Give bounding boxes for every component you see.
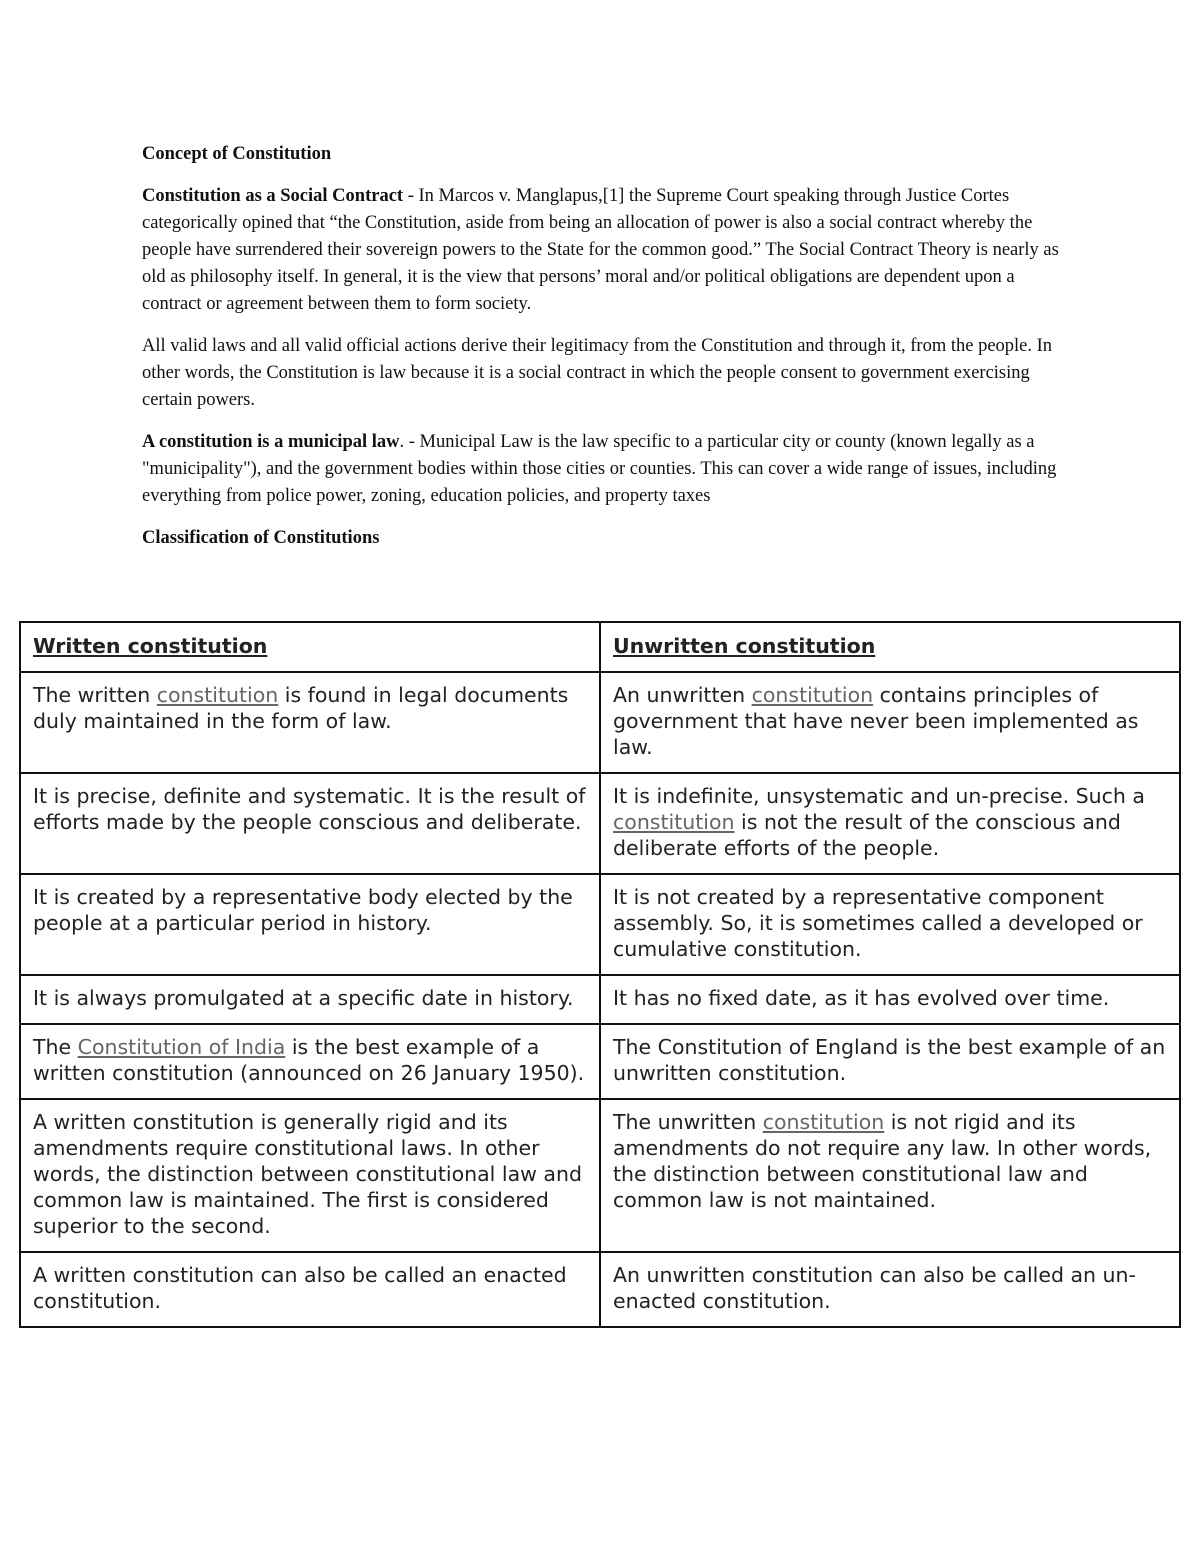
cell-text: is not rigid and its amendments do not require any law. In other words, the distinction between constitutional law and common law is not maintained. xyxy=(613,1110,1152,1212)
unwritten-cell xyxy=(600,975,1180,1024)
section-title: Concept of Constitution xyxy=(142,144,332,164)
cell-text: An unwritten constitution can also be called an un-enacted constitution. xyxy=(613,1263,1136,1313)
link[interactable]: constitution xyxy=(751,683,874,707)
cell-text: is not the result of the conscious and deliberate efforts of the people. xyxy=(613,810,1121,860)
unwritten-cell xyxy=(600,1099,1180,1252)
paragraph-heading: A constitution is a municipal law xyxy=(142,432,400,452)
link[interactable]: Constitution of India xyxy=(77,1035,286,1059)
paragraph-municipal-law xyxy=(142,429,1067,510)
cell-text: It is created by a representative body elected by the people at a particular period in history. xyxy=(33,885,573,935)
written-cell xyxy=(20,1024,600,1099)
written-cell xyxy=(20,874,600,975)
unwritten-cell xyxy=(600,773,1180,874)
header-unwritten: Unwritten constitution xyxy=(600,622,1180,672)
link[interactable]: constitution xyxy=(762,1110,885,1134)
cell-text: The xyxy=(33,1035,78,1059)
written-cell xyxy=(20,1252,600,1327)
table-row xyxy=(20,672,1180,773)
table-row xyxy=(20,1024,1180,1099)
table-row xyxy=(20,1099,1180,1252)
written-cell xyxy=(20,672,600,773)
unwritten-cell xyxy=(600,874,1180,975)
paragraph-text: . - Municipal Law is the law specific to a particular city or county (known legally as a "municipality"), and the government bodies within those cities or counties. This can cover a wide range of issues, including everything from police power, zoning, education policies, and property taxes xyxy=(142,432,1057,506)
table-row xyxy=(20,975,1180,1024)
cell-text: It is not created by a representative component assembly. So, it is sometimes called a developed or cumulative constitution. xyxy=(613,885,1143,961)
document-body xyxy=(142,141,1067,567)
header-written: Written constitution xyxy=(20,622,600,672)
cell-text: The unwritten xyxy=(613,1110,763,1134)
written-cell xyxy=(20,1099,600,1252)
paragraph-heading: Constitution as a Social Contract xyxy=(142,186,404,206)
cell-text: A written constitution is generally rigid and its amendments require constitutional laws. In other words, the distinction between constitutional law and common law is maintained. The first is considered superior to the second. xyxy=(33,1110,582,1238)
paragraph-legitimacy: All valid laws and all valid official actions derive their legitimacy from the Constitution and through it, from the people. In other words, the Constitution is law because it is a social contract in which the people consent to government exercising certain powers. xyxy=(142,336,1053,410)
cell-text: It is precise, definite and systematic. It is the result of efforts made by the people conscious and deliberate. xyxy=(33,784,586,834)
cell-text: is the best example of a written constitution (announced on 26 January 1950). xyxy=(33,1035,585,1085)
table-row xyxy=(20,773,1180,874)
cell-text: An unwritten xyxy=(613,683,752,707)
table-row xyxy=(20,1252,1180,1327)
link[interactable]: constitution xyxy=(613,810,735,834)
written-cell xyxy=(20,773,600,874)
cell-text: The Constitution of England is the best example of an unwritten constitution. xyxy=(613,1035,1166,1085)
cell-text: A written constitution can also be called an enacted constitution. xyxy=(33,1263,567,1313)
link[interactable]: constitution xyxy=(156,683,279,707)
unwritten-cell xyxy=(600,672,1180,773)
cell-text: is found in legal documents duly maintained in the form of law. xyxy=(33,683,569,733)
cell-text: The written xyxy=(33,683,157,707)
cell-text: contains principles of government that have never been implemented as law. xyxy=(613,683,1139,759)
subsection-title: Classification of Constitutions xyxy=(142,528,380,548)
cell-text: It is always promulgated at a specific date in history. xyxy=(33,986,574,1010)
written-cell xyxy=(20,975,600,1024)
cell-text: It is indefinite, unsystematic and un-precise. Such a xyxy=(613,784,1145,808)
paragraph-text: - In Marcos v. Manglapus,[1] the Supreme Court speaking through Justice Cortes categorically opined that “the Constitution, aside from being an allocation of power is also a social contract whereby the people have surrendered their sovereign powers to the State for the common good.” The Social Contract Theory is nearly as old as philosophy itself. In general, it is the view that persons’ moral and/or political obligations are dependent upon a contract or agreement between them to form society. xyxy=(142,186,1059,314)
unwritten-cell xyxy=(600,1252,1180,1327)
paragraph-social-contract xyxy=(142,183,1067,318)
cell-text: It has no fixed date, as it has evolved over time. xyxy=(613,986,1110,1010)
classification-table xyxy=(19,621,1181,1328)
table-row xyxy=(20,874,1180,975)
unwritten-cell xyxy=(600,1024,1180,1099)
